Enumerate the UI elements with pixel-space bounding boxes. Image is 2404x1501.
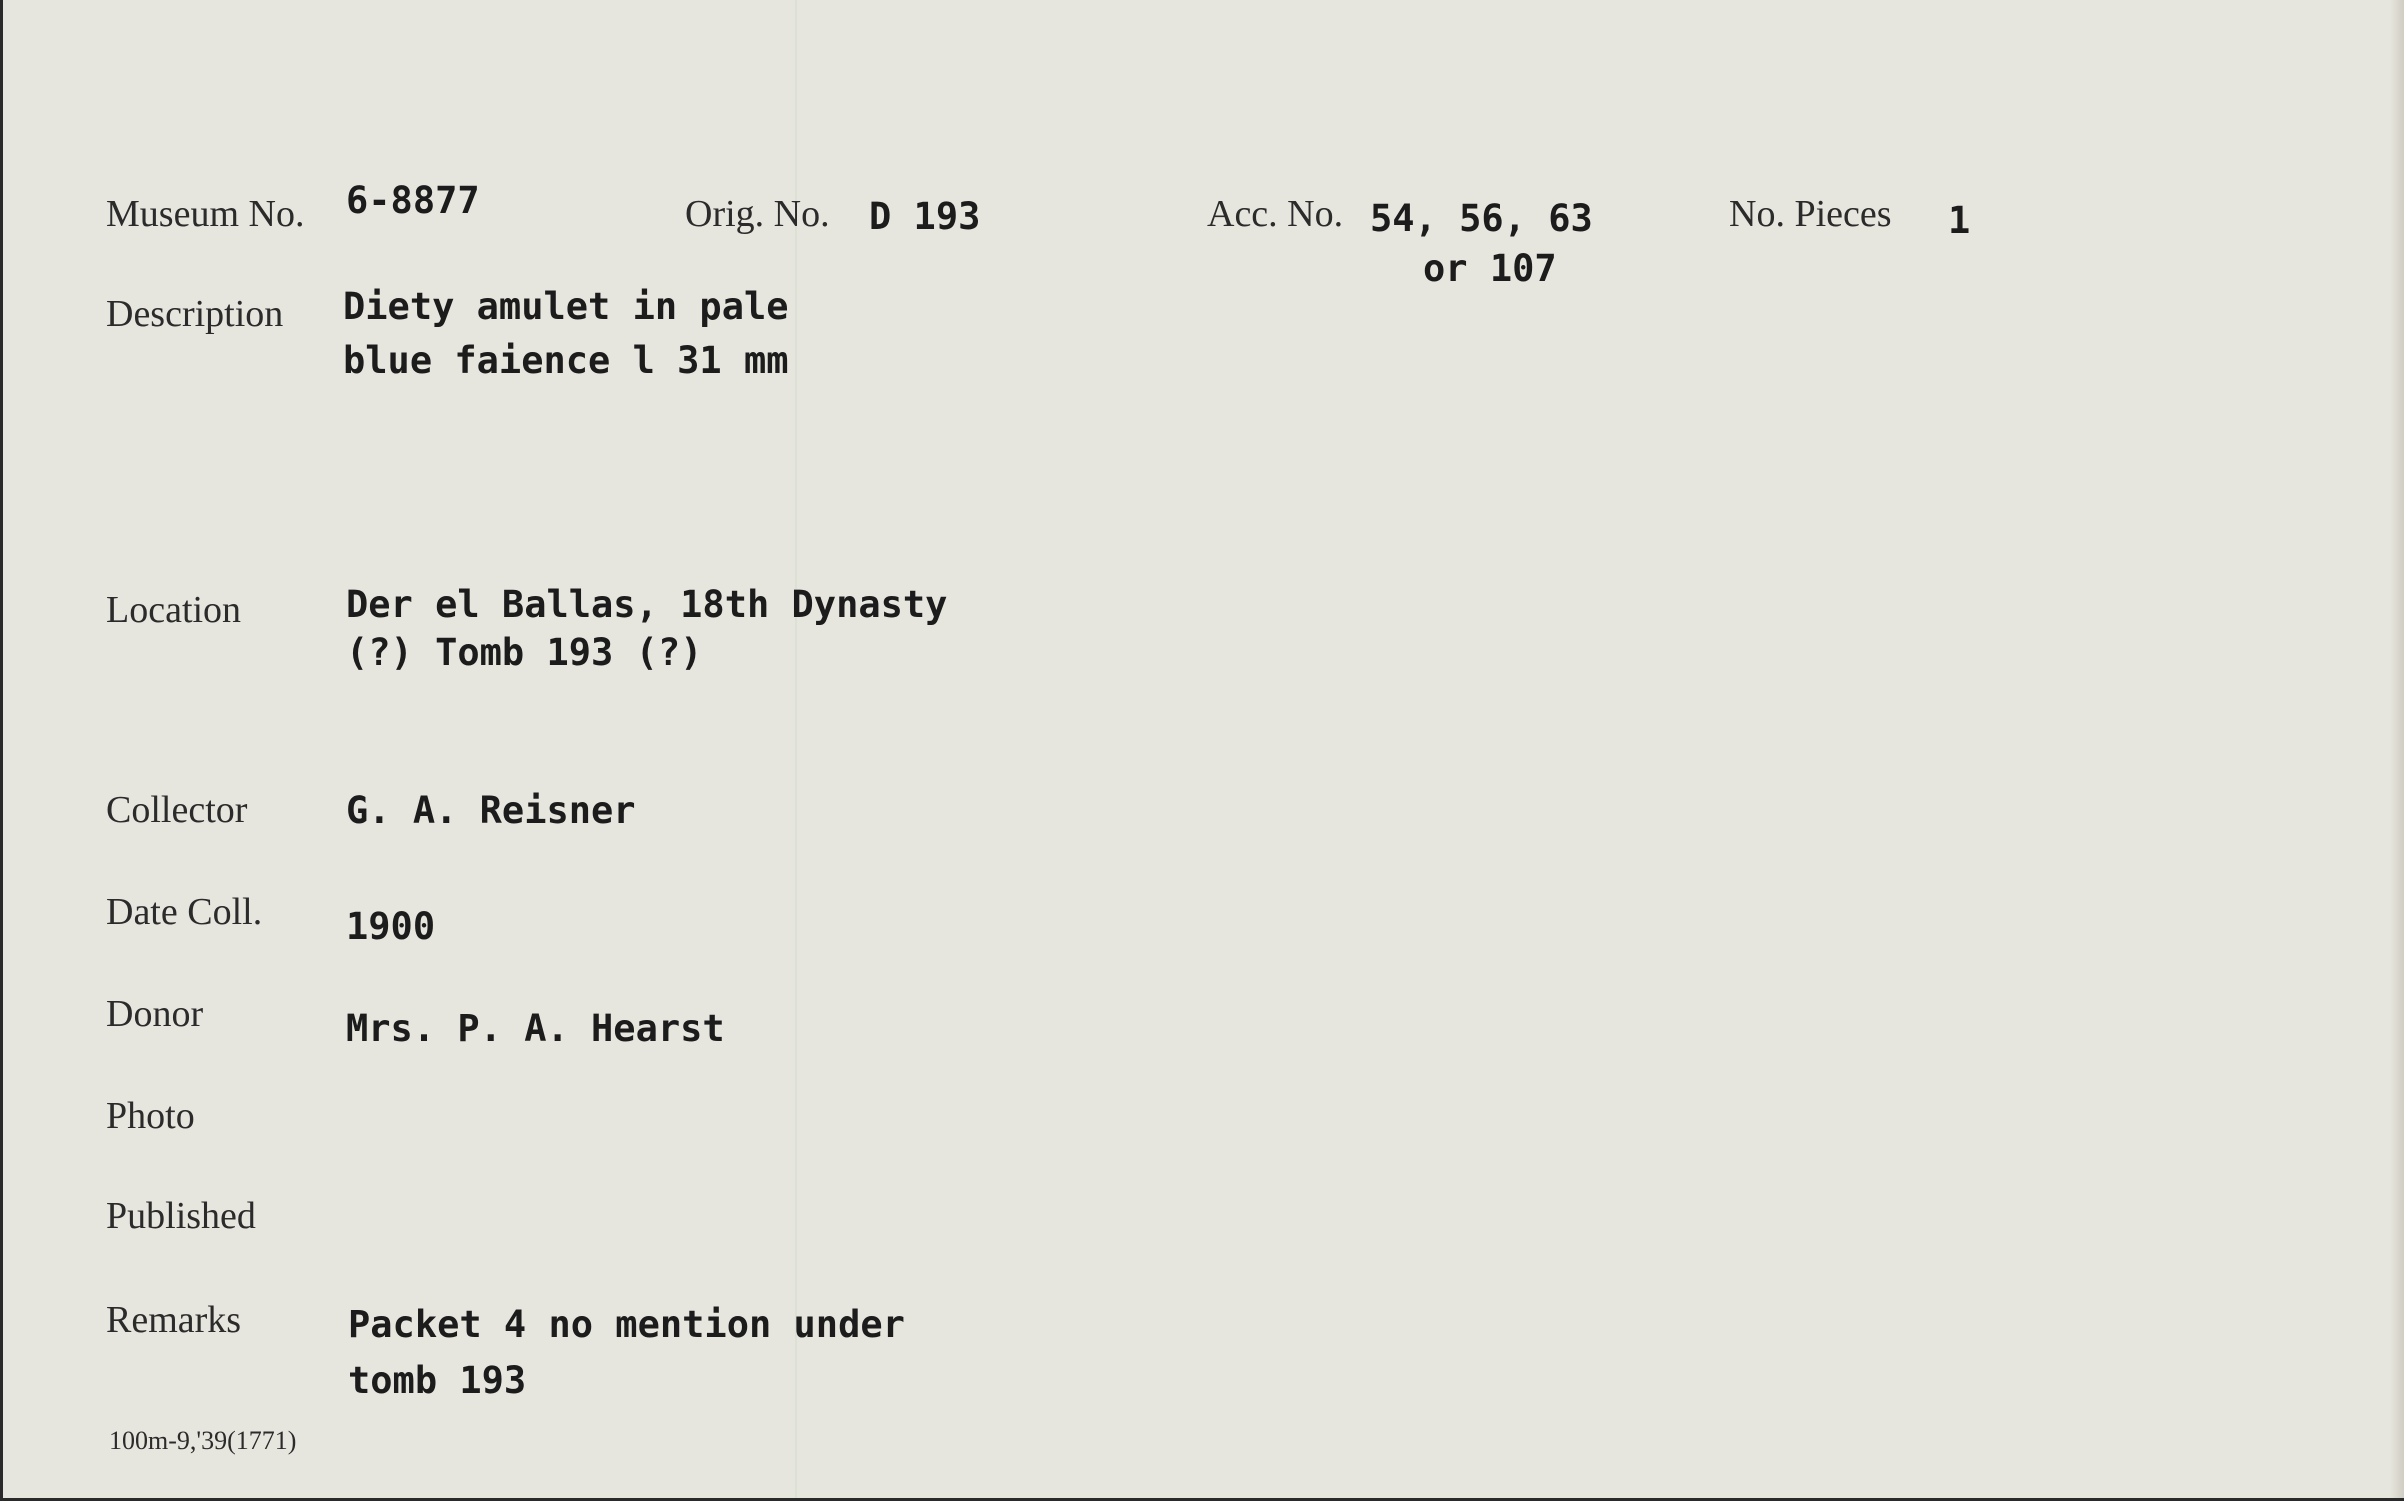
- acc-no-value-line1: 54, 56, 63: [1370, 197, 1593, 240]
- location-value-line2: (?) Tomb 193 (?): [346, 631, 703, 674]
- museum-no-label: Museum No.: [106, 193, 305, 235]
- museum-no-value: 6-8877: [346, 179, 480, 222]
- collector-value: G. A. Reisner: [346, 789, 636, 832]
- donor-value: Mrs. P. A. Hearst: [346, 1007, 725, 1050]
- photo-label: Photo: [106, 1095, 195, 1137]
- print-code: 100m-9,'39(1771): [109, 1426, 297, 1455]
- no-pieces-label: No. Pieces: [1729, 193, 1892, 235]
- acc-no-label: Acc. No.: [1207, 193, 1344, 235]
- no-pieces-value: 1: [1948, 199, 1971, 242]
- date-coll-label: Date Coll.: [106, 891, 263, 933]
- collector-label: Collector: [106, 789, 248, 831]
- description-label: Description: [106, 293, 284, 335]
- location-label: Location: [106, 589, 242, 631]
- card-edge: [2390, 0, 2404, 1501]
- remarks-value-line1: Packet 4 no mention under: [348, 1303, 905, 1346]
- date-coll-value: 1900: [346, 905, 436, 948]
- description-value-line1: Diety amulet in pale: [343, 285, 789, 328]
- location-value-line1: Der el Ballas, 18th Dynasty: [346, 583, 948, 626]
- description-value-line2: blue faience l 31 mm: [343, 339, 789, 382]
- acc-no-value-line2: or 107: [1423, 247, 1557, 290]
- donor-label: Donor: [106, 993, 204, 1035]
- orig-no-label: Orig. No.: [685, 193, 830, 235]
- remarks-label: Remarks: [106, 1299, 242, 1341]
- orig-no-value: D 193: [869, 195, 981, 238]
- remarks-value-line2: tomb 193: [348, 1359, 527, 1402]
- published-label: Published: [106, 1195, 256, 1237]
